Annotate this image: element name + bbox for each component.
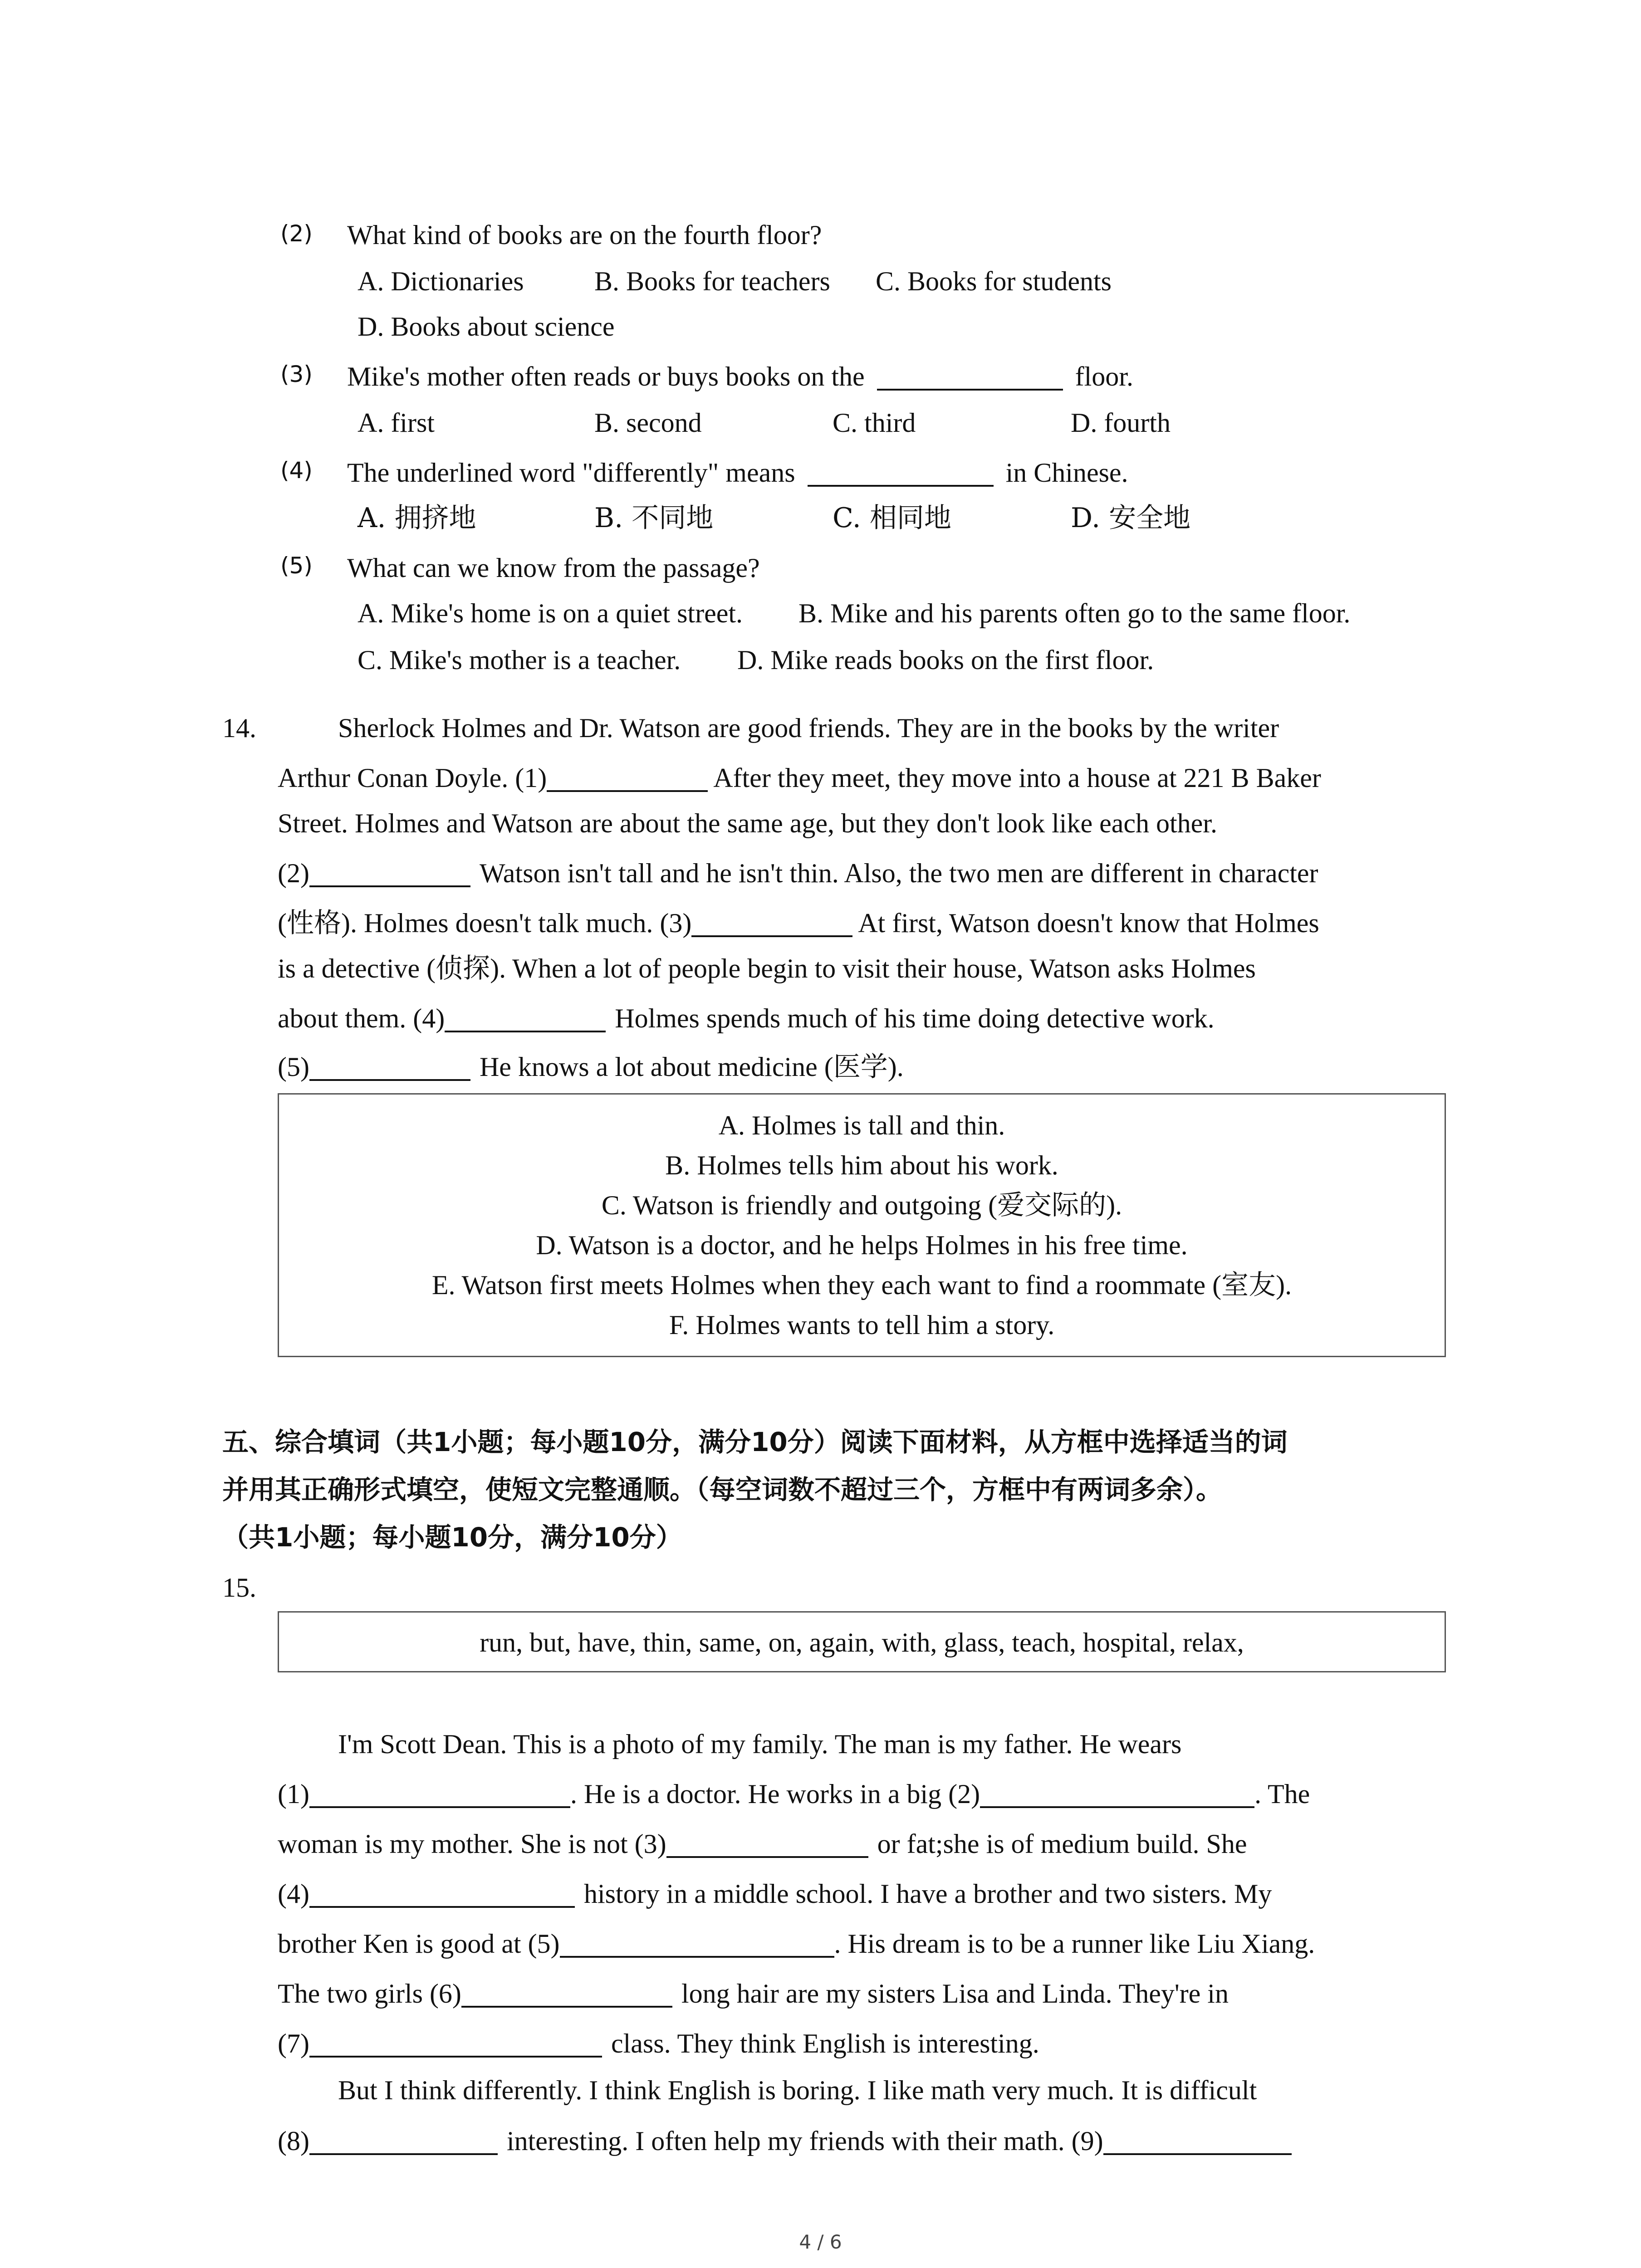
q15-word-list: run, but, have, thin, same, on, again, with, glass, teach, hospital, relax, bbox=[480, 1628, 1244, 1657]
q15-line-3-a: woman is my mother. She is not (3) bbox=[278, 1829, 666, 1859]
q14-line-7-a: about them. (4) bbox=[278, 1003, 445, 1034]
q14-line-2 bbox=[278, 764, 1321, 792]
q15-line-6 bbox=[278, 1980, 1229, 2008]
q14-line-2-a: Arthur Conan Doyle. (1) bbox=[278, 763, 547, 793]
q13-3-option-c: C. third bbox=[833, 408, 916, 438]
q14-blank-2[interactable] bbox=[309, 860, 470, 887]
q14-line-8-b: He knows a lot about medicine (医学). bbox=[479, 1052, 904, 1082]
q14-option-a: A. Holmes is tall and thin. bbox=[718, 1110, 1005, 1140]
q15-line-9-b: interesting. I often help my friends with their math. (9) bbox=[506, 2126, 1103, 2156]
q13-3-number: (3) bbox=[280, 361, 313, 387]
q14-option-e: E. Watson first meets Holmes when they each want to find a roommate (室友). bbox=[431, 1270, 1292, 1300]
q13-2-option-c: C. Books for students bbox=[876, 266, 1112, 296]
q15-blank-6[interactable] bbox=[461, 1980, 672, 2008]
q14-number: 14. bbox=[222, 713, 256, 743]
q14-blank-5[interactable] bbox=[309, 1053, 470, 1081]
q13-4-blank[interactable] bbox=[808, 459, 994, 487]
q13-5-option-a: A. Mike's home is on a quiet street. bbox=[358, 598, 743, 628]
q15-blank-5[interactable] bbox=[560, 1930, 834, 1958]
q15-line-8: But I think differently. I think English is boring. I like math very much. It is difficult bbox=[338, 2075, 1257, 2105]
q13-4-option-d: D. 安全地 bbox=[1071, 502, 1191, 534]
q14-line-6: is a detective (侦探). When a lot of people begin to visit their house, Watson asks Holmes bbox=[278, 953, 1256, 983]
q13-2-option-d: D. Books about science bbox=[358, 312, 615, 342]
q13-4-option-b: B. 不同地 bbox=[594, 502, 714, 534]
q13-3-text-after: floor. bbox=[1075, 362, 1133, 392]
q15-line-4-a: (4) bbox=[278, 1879, 309, 1909]
q14-blank-4[interactable] bbox=[445, 1005, 606, 1032]
section-5-heading-line-2: 并用其正确形式填空，使短文完整通顺。（每空词数不超过三个，方框中有两词多余）。 bbox=[222, 1474, 1223, 1505]
q13-2-number: (2) bbox=[280, 220, 313, 247]
q14-option-b: B. Holmes tells him about his work. bbox=[665, 1150, 1058, 1180]
q13-4-option-a: A. 拥挤地 bbox=[358, 502, 476, 534]
q15-blank-2[interactable] bbox=[980, 1780, 1254, 1808]
q13-3-blank[interactable] bbox=[877, 363, 1063, 391]
q13-5-option-b: B. Mike and his parents often go to the same floor. bbox=[798, 598, 1351, 628]
q14-line-5-b: At first, Watson doesn't know that Holmes bbox=[858, 908, 1319, 938]
q15-line-5-b: . His dream is to be a runner like Liu Xiang. bbox=[834, 1929, 1315, 1959]
q14-line-2-b: After they meet, they move into a house at 221 B Baker bbox=[713, 763, 1321, 793]
q14-line-4 bbox=[278, 860, 1318, 887]
q15-blank-8[interactable] bbox=[309, 2127, 498, 2155]
q13-2-option-a: A. Dictionaries bbox=[358, 266, 524, 296]
q13-4-text-before: The underlined word "differently" means bbox=[347, 458, 795, 488]
q14-blank-3[interactable] bbox=[691, 909, 852, 937]
q15-line-7 bbox=[278, 2030, 1039, 2058]
q14-line-3: Street. Holmes and Watson are about the same age, but they don't look like each other. bbox=[278, 808, 1217, 838]
q15-line-9 bbox=[278, 2127, 1292, 2155]
q13-4-text-after: in Chinese. bbox=[1005, 458, 1128, 488]
page-number: 4 / 6 bbox=[799, 2231, 842, 2253]
q15-line-7-a: (7) bbox=[278, 2028, 309, 2059]
q13-3-option-d: D. fourth bbox=[1071, 408, 1171, 438]
q15-line-2-c: . The bbox=[1254, 1779, 1310, 1809]
q14-line-7 bbox=[278, 1005, 1215, 1032]
q13-5-option-d: D. Mike reads books on the first floor. bbox=[737, 645, 1154, 675]
q15-blank-4[interactable] bbox=[309, 1880, 575, 1908]
q13-5-option-c: C. Mike's mother is a teacher. bbox=[358, 645, 681, 675]
q13-3-text bbox=[347, 363, 1133, 391]
q14-line-5 bbox=[278, 909, 1319, 937]
q14-line-8-a: (5) bbox=[278, 1052, 309, 1082]
q15-line-9-a: (8) bbox=[278, 2126, 309, 2156]
q15-line-2 bbox=[278, 1780, 1310, 1808]
q15-line-5-a: brother Ken is good at (5) bbox=[278, 1929, 560, 1959]
q13-2-option-b: B. Books for teachers bbox=[594, 266, 830, 296]
q14-line-4-a: (2) bbox=[278, 858, 309, 889]
q15-line-6-a: The two girls (6) bbox=[278, 1979, 461, 2009]
q15-word-box bbox=[278, 1611, 1446, 1672]
q13-4-option-c: C. 相同地 bbox=[833, 502, 951, 534]
q15-line-4-b: history in a middle school. I have a brother and two sisters. My bbox=[583, 1879, 1272, 1909]
q13-3-option-a: A. first bbox=[358, 408, 435, 438]
q13-5-number: (5) bbox=[280, 552, 313, 579]
q14-line-8 bbox=[278, 1053, 904, 1081]
q13-3-text-before: Mike's mother often reads or buys books on the bbox=[347, 362, 865, 392]
q14-option-c: C. Watson is friendly and outgoing (爱交际的). bbox=[601, 1190, 1122, 1220]
q15-line-1: I'm Scott Dean. This is a photo of my family. The man is my father. He wears bbox=[338, 1729, 1182, 1759]
q15-line-5 bbox=[278, 1930, 1315, 1958]
section-5-heading-line-3: （共1小题；每小题10分，满分10分） bbox=[222, 1522, 682, 1553]
q14-blank-1[interactable] bbox=[547, 764, 708, 792]
q15-line-2-b: . He is a doctor. He works in a big (2) bbox=[570, 1779, 980, 1809]
section-5-heading-line-1: 五、综合填词（共1小题；每小题10分，满分10分）阅读下面材料，从方框中选择适当的词 bbox=[222, 1427, 1288, 1457]
q14-line-1: Sherlock Holmes and Dr. Watson are good friends. They are in the books by the writer bbox=[338, 713, 1279, 743]
q14-option-f: F. Holmes wants to tell him a story. bbox=[669, 1310, 1055, 1340]
q13-5-text: What can we know from the passage? bbox=[347, 553, 760, 583]
q14-line-7-b: Holmes spends much of his time doing detective work. bbox=[615, 1003, 1215, 1034]
q15-number: 15. bbox=[222, 1573, 256, 1603]
q15-line-7-b: class. They think English is interesting. bbox=[611, 2028, 1039, 2059]
q14-line-5-a: (性格). Holmes doesn't talk much. (3) bbox=[278, 908, 692, 938]
q15-blank-9[interactable] bbox=[1103, 2127, 1292, 2155]
q14-line-4-b: Watson isn't tall and he isn't thin. Also, the two men are different in character bbox=[479, 858, 1318, 889]
q14-option-d: D. Watson is a doctor, and he helps Holmes in his free time. bbox=[536, 1230, 1188, 1260]
q15-line-6-b: long hair are my sisters Lisa and Linda. They're in bbox=[681, 1979, 1229, 2009]
q13-2-text: What kind of books are on the fourth floor? bbox=[347, 220, 822, 250]
q13-3-option-b: B. second bbox=[594, 408, 702, 438]
q15-blank-7[interactable] bbox=[309, 2030, 602, 2058]
q13-4-text bbox=[347, 459, 1128, 487]
q15-line-3-b: or fat;she is of medium build. She bbox=[877, 1829, 1247, 1859]
q14-options-box bbox=[278, 1093, 1446, 1357]
q15-line-2-a: (1) bbox=[278, 1779, 309, 1809]
q15-line-4 bbox=[278, 1880, 1272, 1908]
q13-4-number: (4) bbox=[280, 457, 313, 484]
q15-blank-3[interactable] bbox=[666, 1830, 868, 1858]
q15-blank-1[interactable] bbox=[309, 1780, 570, 1808]
q15-line-3 bbox=[278, 1830, 1247, 1858]
